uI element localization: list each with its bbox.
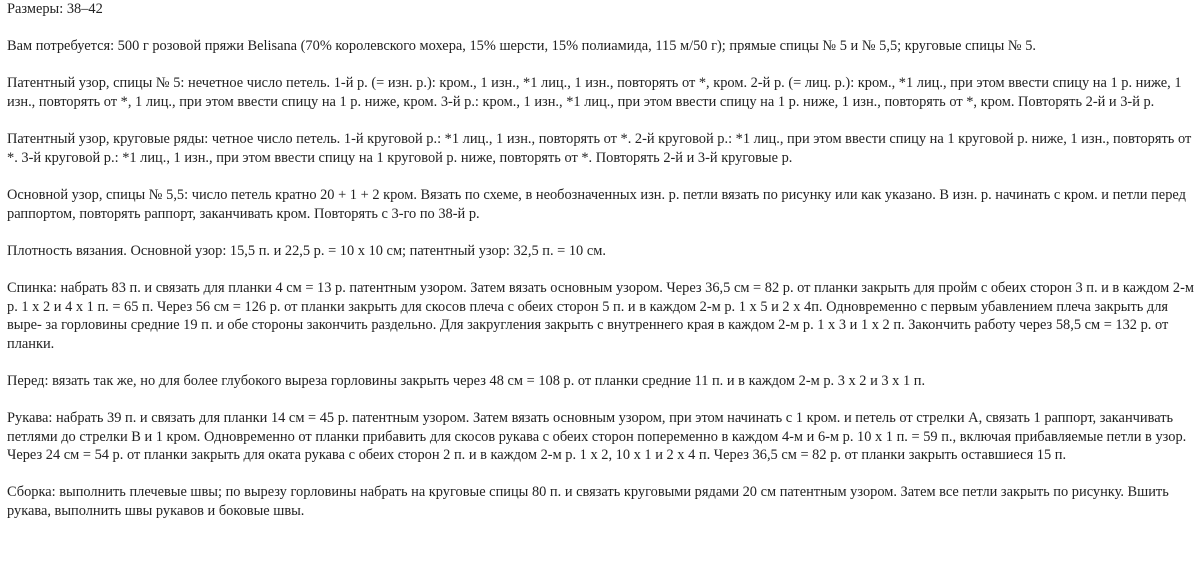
paragraph-gap	[7, 167, 1194, 186]
paragraph-gap	[7, 465, 1194, 484]
paragraph-gap	[7, 390, 1194, 409]
materials-paragraph: Вам потребуется: 500 г розовой пряжи Belisana (70% королевского мохера, 15% шерсти, 15% полиамида, 115 м/50 г); прямые спицы № 5 и № 5,5; круговые спицы № 5.	[7, 38, 1037, 55]
paragraph-gap	[7, 19, 1194, 38]
main-pattern-paragraph: Основной узор, спицы № 5,5: число петель кратно 20 + 1 + 2 кром. Вязать по схеме, в необозначенных изн. р. петли вязать по рисунку или как указано. В изн. р. начинать с кром. и петли перед раппортом, повторять раппорт, заканчивать кром. Повторять с 3-го по 38-й р.	[7, 186, 1186, 222]
paragraph-gap	[7, 260, 1194, 279]
sizes-paragraph: Размеры: 38–42	[7, 1, 103, 17]
paragraph-gap	[7, 353, 1194, 372]
gauge-paragraph: Плотность вязания. Основной узор: 15,5 п. и 22,5 р. = 10 х 10 см; патентный узор: 32,5 п. = 10 см.	[7, 242, 606, 259]
assembly-paragraph: Сборка: выполнить плечевые швы; по вырезу горловины набрать на круговые спицы 80 п. и связать круговыми рядами 20 см патентным узором. Затем все петли закрыть по рисунку. Вшить рукава, выполнить швы рукавов и боковые швы.	[7, 484, 1169, 520]
patent-pattern-round-paragraph: Патентный узор, круговые ряды: четное число петель. 1-й круговой р.: *1 лиц., 1 изн., повторять от *. 2-й круговой р.: *1 лиц., при этом ввести спицу на 1 круговой р. ниже, 1 изн., повторять от *. 3-й круговой р.: *1 лиц., 1 изн., при этом ввести спицу на 1 круговой р. ниже, повторять от *. Повторять 2-й и 3-й круговые р.	[7, 131, 1192, 166]
paragraph-gap	[7, 223, 1194, 242]
paragraph-gap	[7, 56, 1194, 75]
front-paragraph: Перед: вязать так же, но для более глубокого выреза горловины закрыть через 48 см = 108 р. от планки средние 11 п. и в каждом 2-м р. 3 х 2 и 3 х 1 п.	[7, 372, 926, 389]
patent-pattern-flat-paragraph: Патентный узор, спицы № 5: нечетное число петель. 1-й р. (= изн. р.): кром., 1 изн., *1 лиц., 1 изн., повторять от *, кром. 2-й р. (= лиц. р.): кром., *1 лиц., при этом ввести спицу на 1 р. ниже, 1 изн., повторять от *, 1 лиц., при этом ввести спицу на 1 р. ниже, кром. 3-й р.: кром., 1 изн., *1 лиц., при этом ввести спицу на 1 р. ниже, 1 изн., повторять от *, кром. Повторять 2-й и 3-й р.	[7, 75, 1182, 110]
paragraph-gap	[7, 112, 1194, 131]
sleeves-paragraph: Рукава: набрать 39 п. и связать для планки 14 см = 45 р. патентным узором. Затем вязать основным узором, при этом начинать с 1 кром. и петель от стрелки А, связать 1 раппорт, заканчивать петлями до стрелки В и 1 кром. Одновременно от планки прибавить для скосов рукава с обеих сторон попеременно в каждом 4-м и 6-м р. 10 х 1 п. = 59 п., включая прибавляемые петли в узор. Через 24 см = 54 р. от планки закрыть для оката рукава с обеих сторон 2 п. и в каждом 2-м р. 1 х 2, 10 х 1 и 2 х 4 п. Через 36,5 см = 82 р. от планки закрыть оставшиеся 15 п.	[7, 410, 1187, 464]
back-paragraph: Спинка: набрать 83 п. и связать для планки 4 см = 13 р. патентным узором. Затем вязать основным узором. Через 36,5 см = 82 р. от планки закрыть для пройм с обеих сторон 3 п. и в каждом 2-м р. 1 х 2 и 4 х 1 п. = 65 п. Через 56 см = 126 р. от планки закрыть для скосов плеча с обеих сторон 5 п. и в каждом 2-м р. 1 х 5 и 2 х 4п. Одновременно с первым убавлением плеча закрыть для выре- за горловины средние 19 п. и обе стороны закончить раздельно. Для закругления закрыть с внутреннего края в каждом 2-м р. 1 х 3 и 1 х 2 п. Закончить работу через 58,5 см = 132 р. от планки.	[7, 279, 1194, 352]
